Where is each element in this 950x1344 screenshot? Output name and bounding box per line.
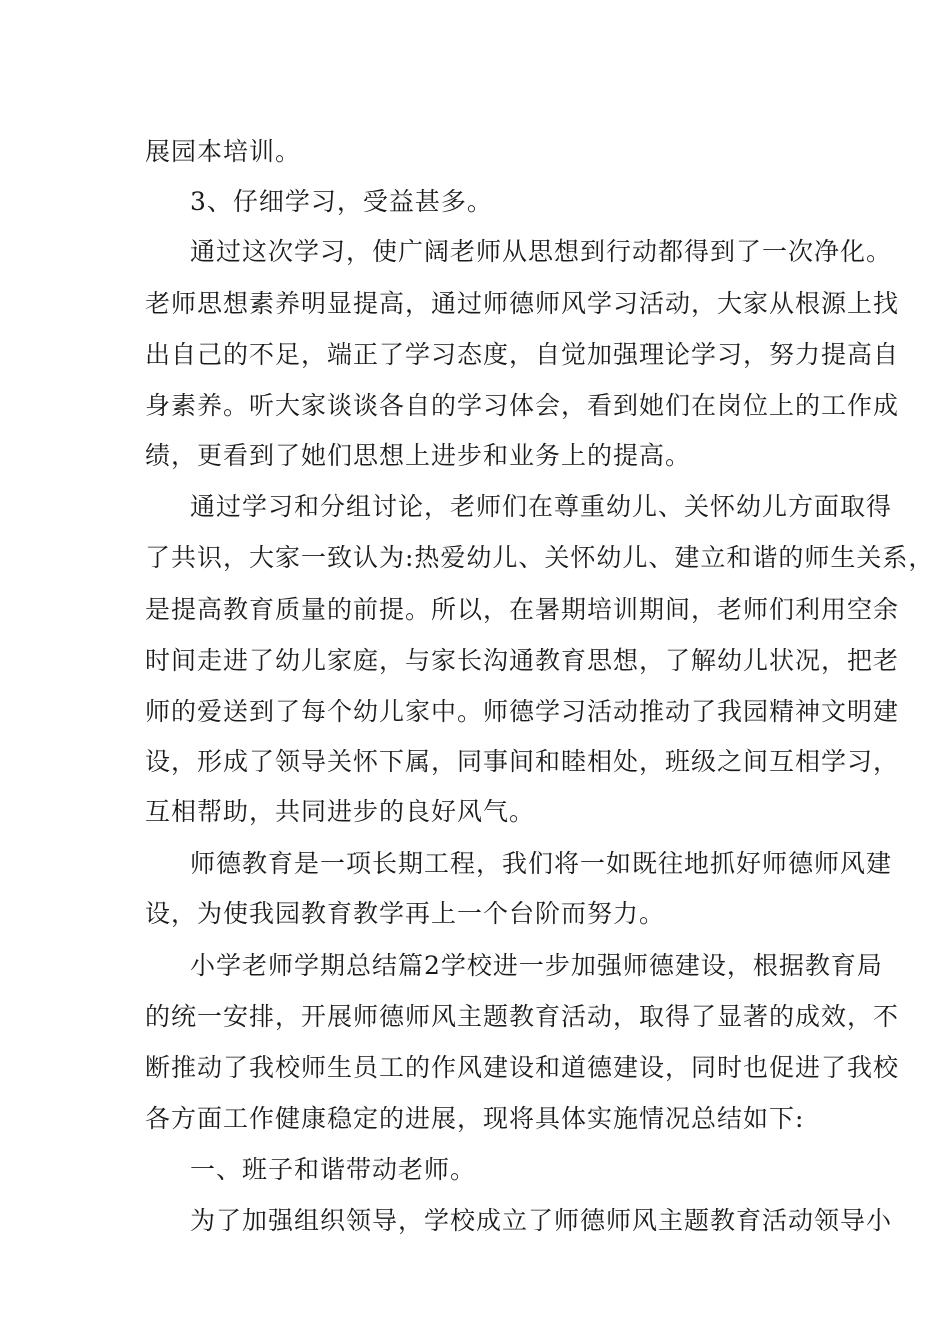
text-line: 为了加强组织领导，学校成立了师德师风主题教育活动领导小 bbox=[190, 1206, 893, 1235]
text-line: 身素养。听大家谈谈各自的学习体会，看到她们在岗位上的工作成 bbox=[145, 391, 900, 420]
section-heading: 一、班子和谐带动老师。 bbox=[190, 1155, 477, 1184]
text-line: 出自己的不足，端正了学习态度，自觉加强理论学习，努力提高自 bbox=[145, 340, 900, 369]
text-line: 老师思想素养明显提高，通过师德师风学习活动，大家从根源上找 bbox=[145, 289, 900, 318]
section-heading: 3、仔细学习，受益甚多。 bbox=[190, 187, 493, 216]
text-line: 各方面工作健康稳定的进展，现将具体实施情况总结如下: bbox=[145, 1104, 805, 1133]
text-line: 展园本培训。 bbox=[145, 137, 302, 166]
text-line: 设，形成了领导关怀下属，同事间和睦相处，班级之间互相学习， bbox=[145, 747, 900, 776]
text-line: 设，为使我园教育教学再上一个台阶而努力。 bbox=[145, 899, 666, 928]
text-line: 绩，更看到了她们思想上进步和业务上的提高。 bbox=[145, 441, 692, 470]
text-line: 通过这次学习，使广阔老师从思想到行动都得到了一次净化。 bbox=[190, 237, 893, 266]
text-line: 了共识，大家一致认为:热爱幼儿、关怀幼儿、建立和谐的师生关系， bbox=[145, 543, 935, 572]
text-line: 师的爱送到了每个幼儿家中。师德学习活动推动了我园精神文明建 bbox=[145, 697, 900, 726]
text-line: 师德教育是一项长期工程，我们将一如既往地抓好师德师风建 bbox=[190, 849, 893, 878]
text-line: 断推动了我校师生员工的作风建设和道德建设，同时也促进了我校 bbox=[145, 1053, 900, 1082]
text-line: 是提高教育质量的前提。所以，在暑期培训期间，老师们利用空余 bbox=[145, 595, 900, 624]
text-line: 小学老师学期总结篇2学校进一步加强师德建设，根据教育局 bbox=[190, 951, 883, 980]
text-line: 的统一安排，开展师德师风主题教育活动，取得了显著的成效，不 bbox=[145, 1002, 900, 1031]
text-line: 通过学习和分组讨论，老师们在尊重幼儿、关怀幼儿方面取得 bbox=[190, 492, 893, 521]
text-line: 互相帮助，共同进步的良好风气。 bbox=[145, 797, 536, 826]
text-line: 时间走进了幼儿家庭，与家长沟通教育思想，了解幼儿状况，把老 bbox=[145, 646, 900, 675]
